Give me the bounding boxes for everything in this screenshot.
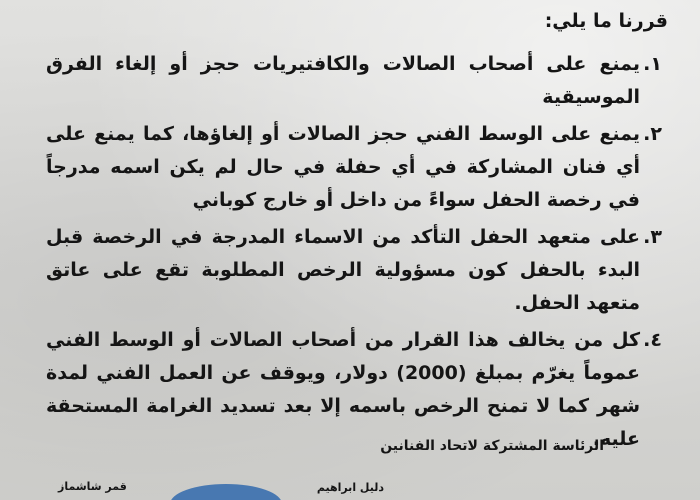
decision-list: [46, 48, 662, 460]
item-text: على متعهد الحفل التأكد من الاسماء المدرجة في الرخصة قبل البدء بالحفل كون مسؤولية الرخص المطلوبة تقع على عاتق متعهد الحفل.: [46, 226, 640, 314]
decision-item-3: [46, 221, 662, 320]
decision-heading: قررنا ما يلي:: [544, 10, 668, 32]
signatory-right-name: دليل ابراهيم: [316, 481, 384, 494]
item-number: ٣.: [643, 226, 662, 248]
item-number: ٢.: [643, 123, 662, 145]
signature-title: الرئاسة المشتركة لاتحاد الفنانين: [380, 438, 604, 454]
item-text: كل من يخالف هذا القرار من أصحاب الصالات أو الوسط الفني عموماً يغرّم بمبلغ (2000) دولار، ويوقف عن العمل الفني لمدة شهر كما لا تمنح الرخص باسمه إلا بعد تسديد الغرامة المستحقة عليه.: [46, 329, 641, 450]
item-number: ٤.: [643, 329, 662, 351]
item-number: ١.: [643, 53, 662, 75]
official-stamp: [170, 484, 282, 500]
item-text: يمنع على الوسط الفني حجز الصالات أو إلغاؤها، كما يمنع على أي فنان المشاركة في أي حفلة في حال لم يكن اسمه مدرجاً في رخصة الحفل سواءً من داخل أو خارج كوباني: [46, 123, 640, 211]
decision-item-2: [46, 118, 662, 217]
signatory-left-name: قمر شاشماز: [58, 480, 127, 493]
decision-item-1: [46, 48, 662, 114]
item-text: يمنع على أصحاب الصالات والكافتيريات حجز أو إلغاء الفرق الموسيقية: [46, 53, 640, 108]
